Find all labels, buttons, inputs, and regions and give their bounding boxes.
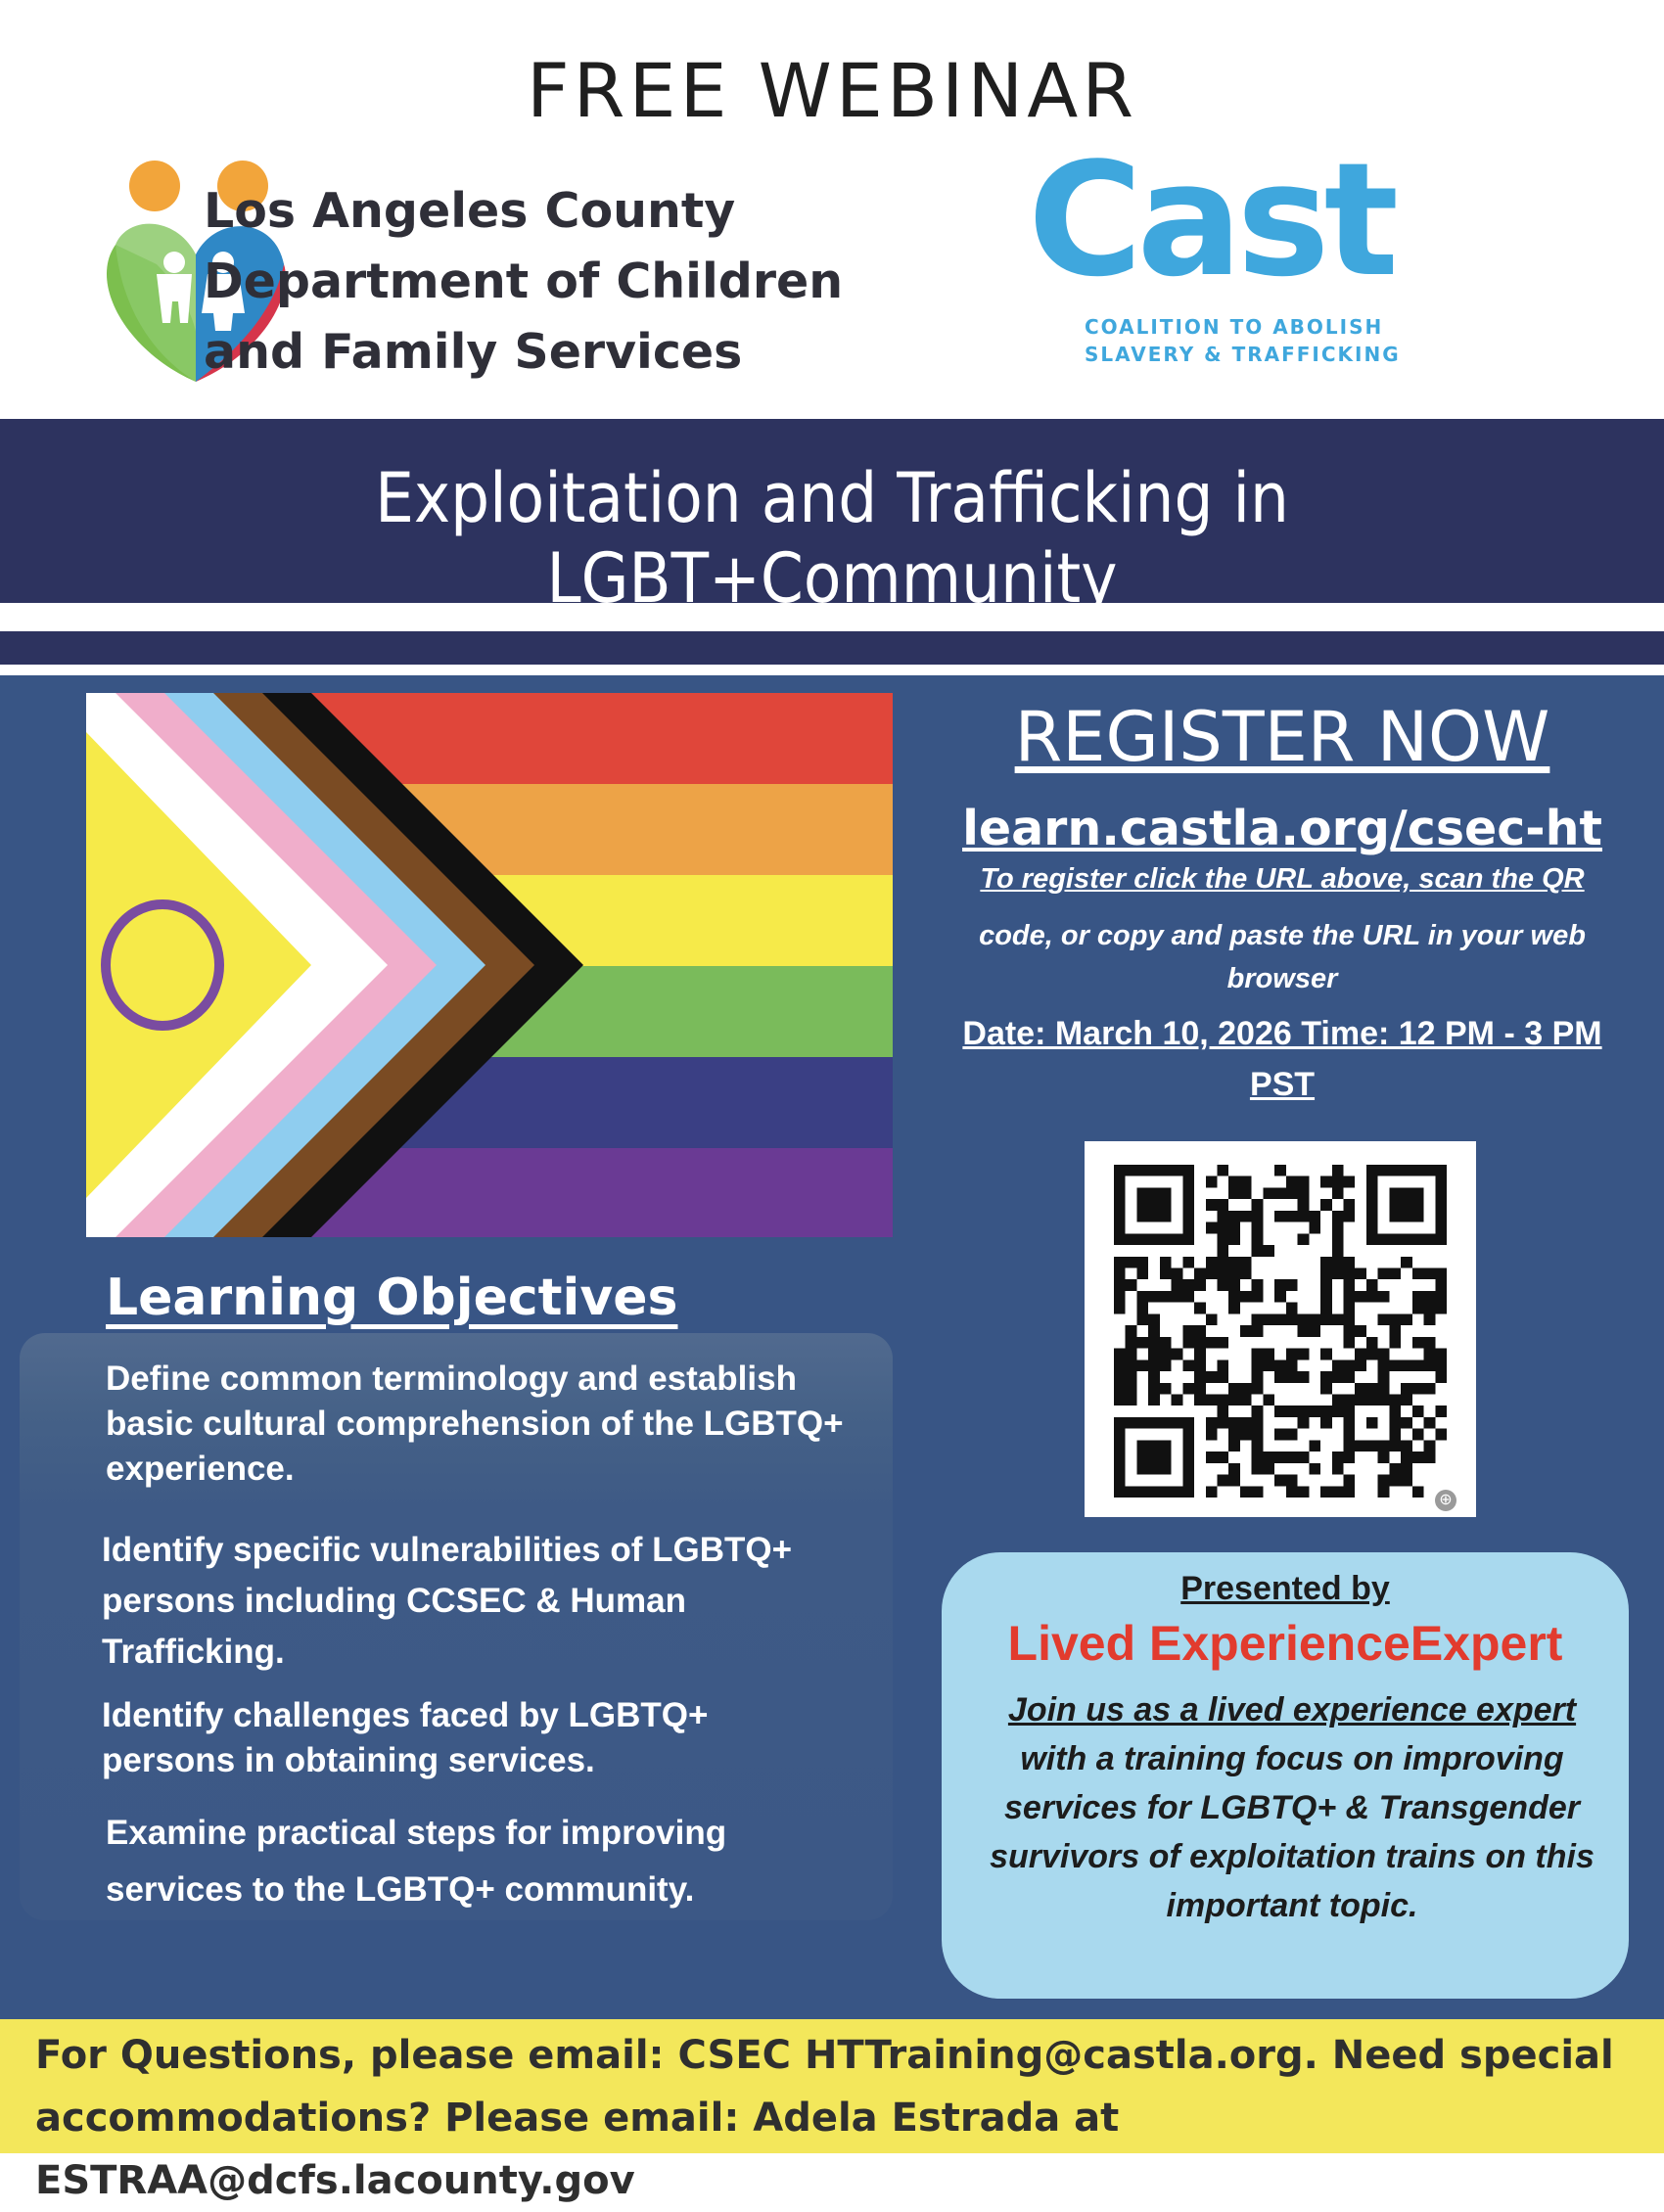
dcfs-line-3: and Family Services [204, 324, 743, 380]
presenter-description-rest: with a training focus on improving services for LGBTQ+ & Transgender survivors of exploitation trains on this important topic. [990, 1740, 1595, 1924]
cast-sub-line-2: SLAVERY & TRAFFICKING [1085, 343, 1401, 366]
zoom-icon[interactable]: ⊕ [1435, 1490, 1456, 1511]
contact-info: For Questions, please email: CSEC HTTraining@castla.org. Need special accommodations? Please email: Adela Estrada at ESTRAA@dcfs.lacounty.gov [35, 2033, 1614, 2203]
objective-item: Define common terminology and establish basic cultural comprehension of the LGBTQ+ experience. [106, 1359, 844, 1488]
dcfs-line-1: Los Angeles County [204, 183, 736, 239]
presenter-description-lead: Join us as a lived experience expert [1007, 1691, 1577, 1728]
banner-title: Exploitation and Trafficking in LGBT+Community [375, 458, 1289, 619]
registration-instructions: To register click the URL above, scan the QR [980, 863, 1585, 895]
qr-code-icon[interactable] [1106, 1165, 1455, 1498]
presented-by-label: Presented by [1180, 1570, 1390, 1607]
objective-item: Identify challenges faced by LGBTQ+ persons in obtaining services. [102, 1696, 709, 1779]
divider-stripe [0, 631, 1664, 665]
cast-logo-subtitle [1085, 313, 1401, 368]
dcfs-line-2: Department of Children [204, 253, 844, 309]
cast-logo: Cast [1028, 128, 1394, 311]
objective-item: Identify specific vulnerabilities of LGBTQ+ persons including CCSEC & Human Trafficking. [102, 1531, 793, 1671]
cast-sub-line-1: COALITION TO ABOLISH [1085, 315, 1384, 339]
registration-link[interactable]: learn.castla.org/csec-ht [962, 801, 1602, 856]
presenter-description [959, 1685, 1625, 1930]
page-title: FREE WEBINAR [526, 47, 1138, 134]
registration-instructions-continued: code, or copy and paste the URL in your web browser [979, 920, 1586, 994]
dcfs-logo-text [204, 176, 843, 388]
learning-objectives-heading: Learning Objectives [106, 1268, 678, 1327]
register-now-heading: REGISTER NOW [1014, 697, 1550, 777]
event-date-time: Date: March 10, 2026 Time: 12 PM - 3 PM PST [962, 1015, 1602, 1103]
progress-pride-flag-icon [86, 693, 893, 1237]
objective-item: Examine practical steps for improving services to the LGBTQ+ community. [106, 1814, 727, 1909]
presenter-name: Lived ExperienceExpert [1007, 1616, 1563, 1671]
